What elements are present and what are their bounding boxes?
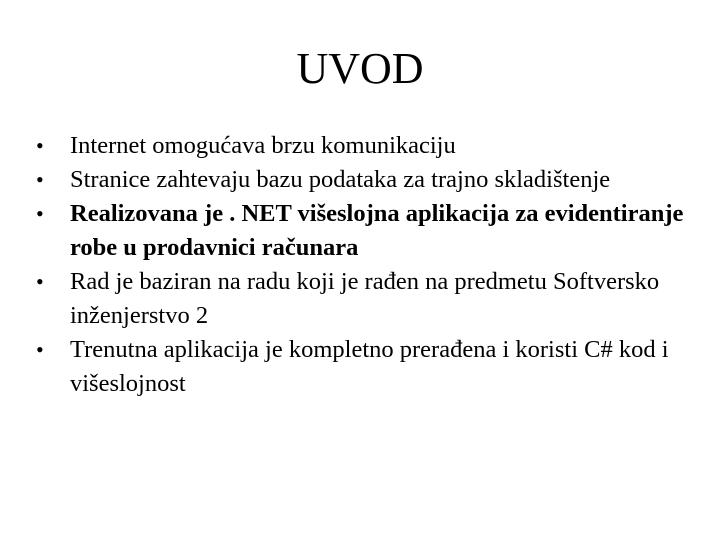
bullet-text-4: Rad je baziran na radu koji je rađen na predmetu Softversko inženjerstvo 2 <box>70 268 660 329</box>
bullet-item-1 <box>36 129 686 163</box>
bullet-item-4 <box>36 265 686 333</box>
bullet-list <box>36 129 686 401</box>
slide-title: UVOD <box>296 44 424 93</box>
bullet-marker: • <box>36 269 44 294</box>
bullet-marker: • <box>36 201 44 226</box>
bullet-marker: • <box>36 167 44 192</box>
bullet-text-3: Realizovana je . NET višeslojna aplikacija za evidentiranje robe u prodavnici računara <box>70 200 684 261</box>
bullet-item-3 <box>36 197 686 265</box>
bullet-marker: • <box>36 337 44 362</box>
bullet-text-2: Stranice zahtevaju bazu podataka za trajno skladištenje <box>70 166 611 193</box>
bullet-text-5: Trenutna aplikacija je kompletno prerađena i koristi C# kod i višeslojnost <box>70 336 669 397</box>
bullet-text-1: Internet omogućava brzu komunikaciju <box>70 132 456 159</box>
bullet-item-5 <box>36 333 686 401</box>
bullet-marker: • <box>36 133 44 158</box>
bullet-item-2 <box>36 163 686 197</box>
